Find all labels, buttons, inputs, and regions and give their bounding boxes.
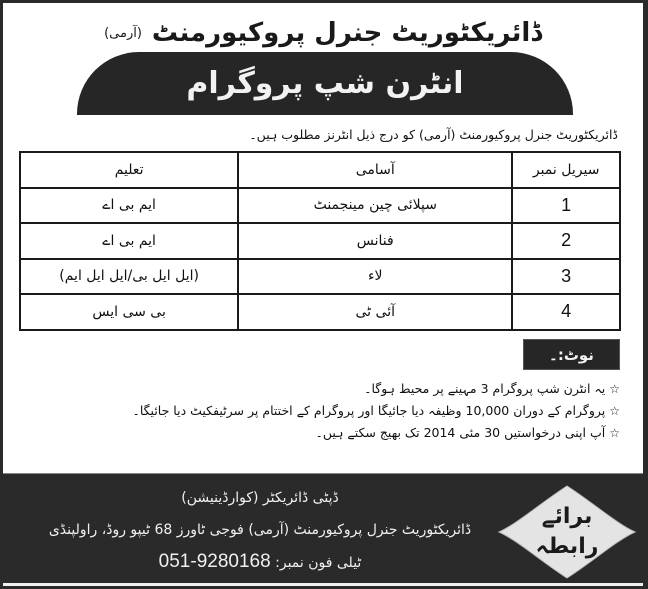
cell-serial: 1 [512,188,620,224]
program-title: انٹرن شپ پروگرام [186,66,464,101]
phone-number: 051-9280168 [158,551,271,572]
contact-designation: ڈپٹی ڈائریکٹر (کوارڈینیشن) [181,490,339,506]
table-row [20,259,620,295]
table-row [20,188,620,224]
header-education: تعلیم [20,152,238,188]
contact-details [40,482,480,578]
cell-education: (ایل ایل بی/ایل ایل ایم) [20,259,238,295]
note-item [160,422,620,444]
positions-table [19,151,621,331]
organization-suffix: (آرمی) [104,25,142,41]
phone-label: ٹیلی فون نمبر: [275,555,362,571]
header-serial: سیریل نمبر [512,152,620,188]
cell-education: ایم بی اے [20,223,238,259]
star-icon: ☆ [609,426,620,440]
cell-post: لاء [238,259,512,295]
cell-serial: 3 [512,259,620,295]
star-icon: ☆ [609,404,620,418]
cell-post: سپلائی چین مینجمنٹ [238,188,512,224]
cell-post: آئی ٹی [238,294,512,330]
cell-education: ایم بی اے [20,188,238,224]
table-header-row [20,152,620,188]
cell-serial: 4 [512,294,620,330]
intro-text: ڈائریکٹوریٹ جنرل پروکیورمنٹ (آرمی) کو درج ذیل انٹرنز مطلوب ہیں۔ [249,127,618,142]
advertisement-body [3,3,643,474]
organization-name: ڈائریکٹوریٹ جنرل پروکیورمنٹ [151,18,542,48]
contact-badge [497,484,637,580]
organization-title [63,15,583,51]
note-label: نوٹ:۔ [523,339,620,370]
header-post: آسامی [238,152,512,188]
note-item [160,378,620,400]
table-row [20,294,620,330]
badge-text [497,484,637,580]
notes-list [132,378,620,444]
contact-address: ڈائریکٹوریٹ جنرل پروکیورمنٹ (آرمی) فوجی ٹاورز 68 ٹیپو روڈ، راولپنڈی [48,522,472,538]
note-text: آپ اپنی درخواستیں 30 مئی 2014 تک بھیج سکتے ہیں۔ [315,425,606,440]
table-row [20,223,620,259]
note-text: یہ انٹرن شپ پروگرام 3 مہینے پر محیط ہوگا۔ [364,381,606,396]
star-icon: ☆ [609,382,620,396]
badge-line-1: برائے [541,504,593,529]
cell-serial: 2 [512,223,620,259]
note-text: پروگرام کے دوران 10,000 وظیفہ دیا جائیگا اور پروگرام کے اختتام پر سرٹیفکیٹ دیا جائیگا۔ [132,403,606,418]
footer-divider [3,583,643,586]
badge-line-2: رابطہ [535,534,599,559]
contact-phone [40,546,480,578]
note-item [132,400,620,422]
program-banner [77,52,573,115]
cell-education: بی سی ایس [20,294,238,330]
cell-post: فنانس [238,223,512,259]
